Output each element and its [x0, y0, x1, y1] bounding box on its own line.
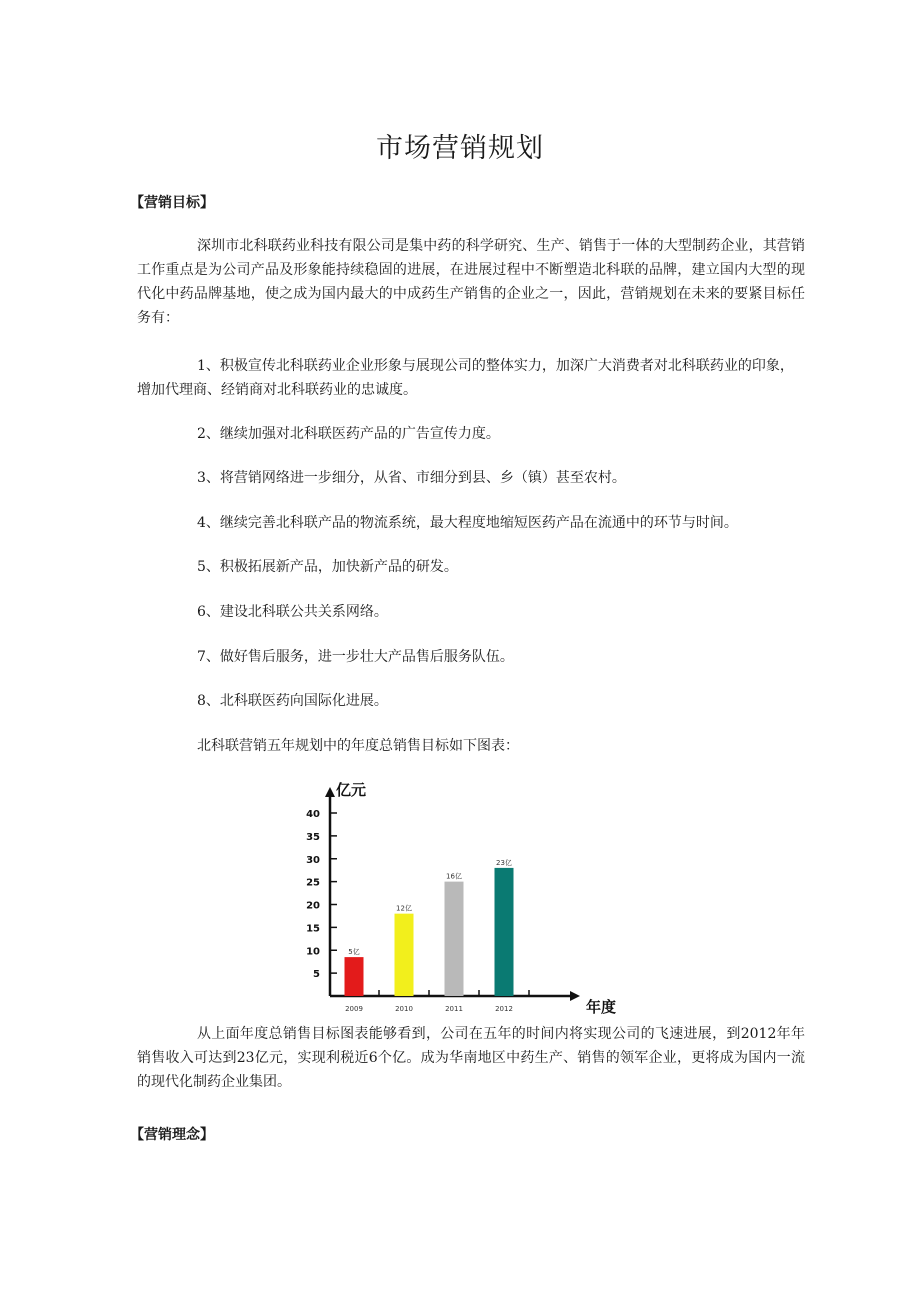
data-label: 16亿 [446, 872, 462, 881]
x-tick-label: 2011 [445, 1005, 463, 1013]
y-tick-label: 20 [306, 900, 320, 912]
bar-2009 [345, 957, 364, 996]
section-heading-marketing-goals: 【营销目标】 [130, 195, 214, 211]
bar-2010 [395, 914, 414, 996]
y-tick-label: 10 [306, 946, 320, 958]
goal-item-7: 7、做好售后服务，进一步壮大产品售后服务队伍。 [197, 649, 514, 665]
y-tick-label: 30 [306, 854, 320, 866]
chart-intro-text: 北科联营销五年规划中的年度总销售目标如下图表： [197, 738, 519, 754]
goal-item-5: 5、积极拓展新产品，加快新产品的研发。 [197, 559, 458, 575]
goal-item-3: 3、将营销网络进一步细分，从省、市细分到县、乡（镇）甚至农村。 [197, 470, 626, 486]
section-heading-marketing-philosophy: 【营销理念】 [130, 1127, 214, 1143]
goal-item-8: 8、北科联医药向国际化进展。 [197, 693, 388, 709]
goal-item-1: 1、积极宣传北科联药业企业形象与展现公司的整体实力，加深广大消费者对北科联药业的印象，增加代理商、经销商对北科联药业的忠诚度。 [137, 358, 794, 398]
bar-2012 [495, 868, 514, 996]
x-tick-label: 2010 [395, 1005, 413, 1013]
x-tick-label: 2009 [345, 1005, 363, 1013]
data-label: 5亿 [348, 948, 360, 957]
page-title: 市场营销规划 [376, 133, 544, 164]
y-tick-label: 25 [306, 877, 320, 889]
y-tick-label: 40 [306, 809, 320, 820]
intro-paragraph: 深圳市北科联药业科技有限公司是集中药的科学研究、生产、销售于一体的大型制药企业，其营销工作重点是为公司产品及形象能持续稳固的进展，在进展过程中不断塑造北科联的品牌，建立国内大型的现代化中药品牌基地，使之成为国内最大的中成药生产销售的企业之一，因此，营销规划在未来的要紧目标任务有： [137, 238, 805, 326]
y-tick-label: 5 [313, 969, 320, 981]
data-label: 12亿 [396, 904, 412, 913]
y-tick-label: 35 [306, 831, 320, 843]
y-axis-title: 亿元 [336, 781, 367, 799]
data-label: 23亿 [496, 858, 512, 867]
x-axis-arrow [570, 991, 580, 1001]
chart-bars [345, 868, 514, 996]
y-tick-label: 15 [306, 923, 320, 935]
goal-item-2: 2、继续加强对北科联医药产品的广告宣传力度。 [197, 426, 500, 442]
y-axis-arrow [325, 787, 335, 797]
sales-target-chart [290, 773, 630, 1021]
conclusion-paragraph: 从上面年度总销售目标图表能够看到，公司在五年的时间内将实现公司的飞速进展，到2012年年销售收入可达到23亿元，实现利税近6个亿。成为华南地区中药生产、销售的领军企业，更将成为国内一流的现代化制药企业集团。 [137, 1026, 805, 1090]
goal-item-6: 6、建设北科联公共关系网络。 [197, 604, 388, 620]
x-axis-title: 年度 [586, 998, 617, 1016]
bar-2011 [445, 882, 464, 996]
goal-item-4: 4、继续完善北科联产品的物流系统，最大程度地缩短医药产品在流通中的环节与时间。 [197, 515, 738, 531]
x-tick-label: 2012 [495, 1005, 513, 1013]
